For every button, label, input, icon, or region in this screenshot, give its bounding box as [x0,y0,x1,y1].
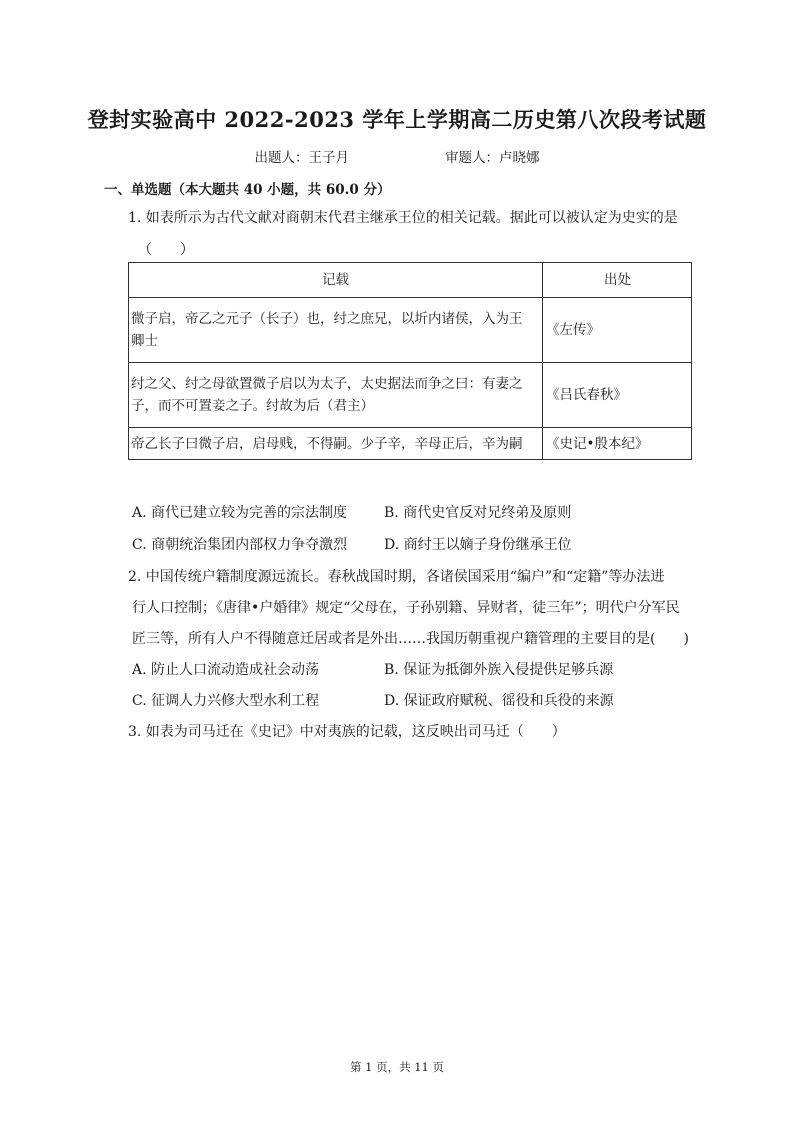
question-setter: 出题人：王子月 [254,150,349,166]
q2-option-b[interactable]: B. 保证为抵御外族入侵提供足够兵源 [384,662,614,678]
record-cell [129,363,543,428]
q2-stem-line3: 匠三等，所有人户不得随意迁居或者是外出……我国历朝重视户籍管理的主要目的是( ) [132,631,689,647]
record-text-line: 帝乙长子曰微子启，启母贱，不得嗣。少子辛，辛母正后，辛为嗣 [131,435,523,452]
q3-stem-line1: 3. 如表为司马迁在《史记》中对夷族的记载，这反映出司马迁（ ） [128,724,566,740]
source-cell: 《左传》 [543,298,692,363]
q1-records-table [128,262,692,460]
q2-option-a[interactable]: A. 防止人口流动造成社会动荡 [132,662,320,678]
source-cell: 《史记•殷本纪》 [543,428,692,460]
record-text-line: 子，而不可置妾之子。纣故为后（君主） [131,398,374,414]
record-text-line: 卿士 [131,333,158,349]
q1-option-b[interactable]: B. 商代史官反对兄终弟及原则 [384,505,572,521]
q1-option-a[interactable]: A. 商代已建立较为完善的宗法制度 [132,505,348,521]
section-heading: 一、单选题（本大题共 40 小题，共 60.0 分） [104,182,391,198]
table-header-record: 记载 [129,263,543,298]
record-cell [129,428,543,460]
page-footer: 第 1 页，共 11 页 [349,1060,445,1074]
q1-option-d[interactable]: D. 商纣王以嫡子身份继承王位 [384,537,572,553]
q1-stem-line1: 1. 如表所示为古代文献对商朝末代君主继承王位的相关记载。据此可以被认定为史实的是 [128,210,678,226]
q1-stem-line2: （ ） [138,242,194,258]
q2-stem-line1: 2. 中国传统户籍制度源远流长。春秋战国时期，各诸侯国采用“编户”和“定籍”等办法进 [128,569,665,585]
q2-stem-line2: 行人口控制；《唐律•户婚律》规定“父母在，子孙别籍、异财者，徒三年”；明代户分军民 [132,600,680,616]
q2-option-d[interactable]: D. 保证政府赋税、徭役和兵役的来源 [384,693,614,709]
record-text-line: 微子启，帝乙之元子（长子）也，纣之庶兄，以圻内诸侯，入为王 [131,311,523,327]
q2-option-c[interactable]: C. 征调人力兴修大型水利工程 [132,693,320,709]
document-title: 登封实验高中 2022-2023 学年上学期高二历史第八次段考试题 [87,107,707,132]
table-header-source: 出处 [543,263,692,298]
authors-line [0,146,794,166]
question-reviewer: 审题人：卢晓娜 [445,150,540,166]
record-text-line: 纣之父、纣之母欲置微子启以为太子，太史据法而争之曰：有妻之 [131,376,523,392]
table-row [129,298,692,363]
source-cell: 《吕氏春秋》 [543,363,692,428]
table-row [129,428,692,460]
table-row [129,363,692,428]
q1-option-c[interactable]: C. 商朝统治集团内部权力争夺激烈 [132,537,348,553]
record-cell [129,298,543,363]
table-header-row [129,263,692,298]
